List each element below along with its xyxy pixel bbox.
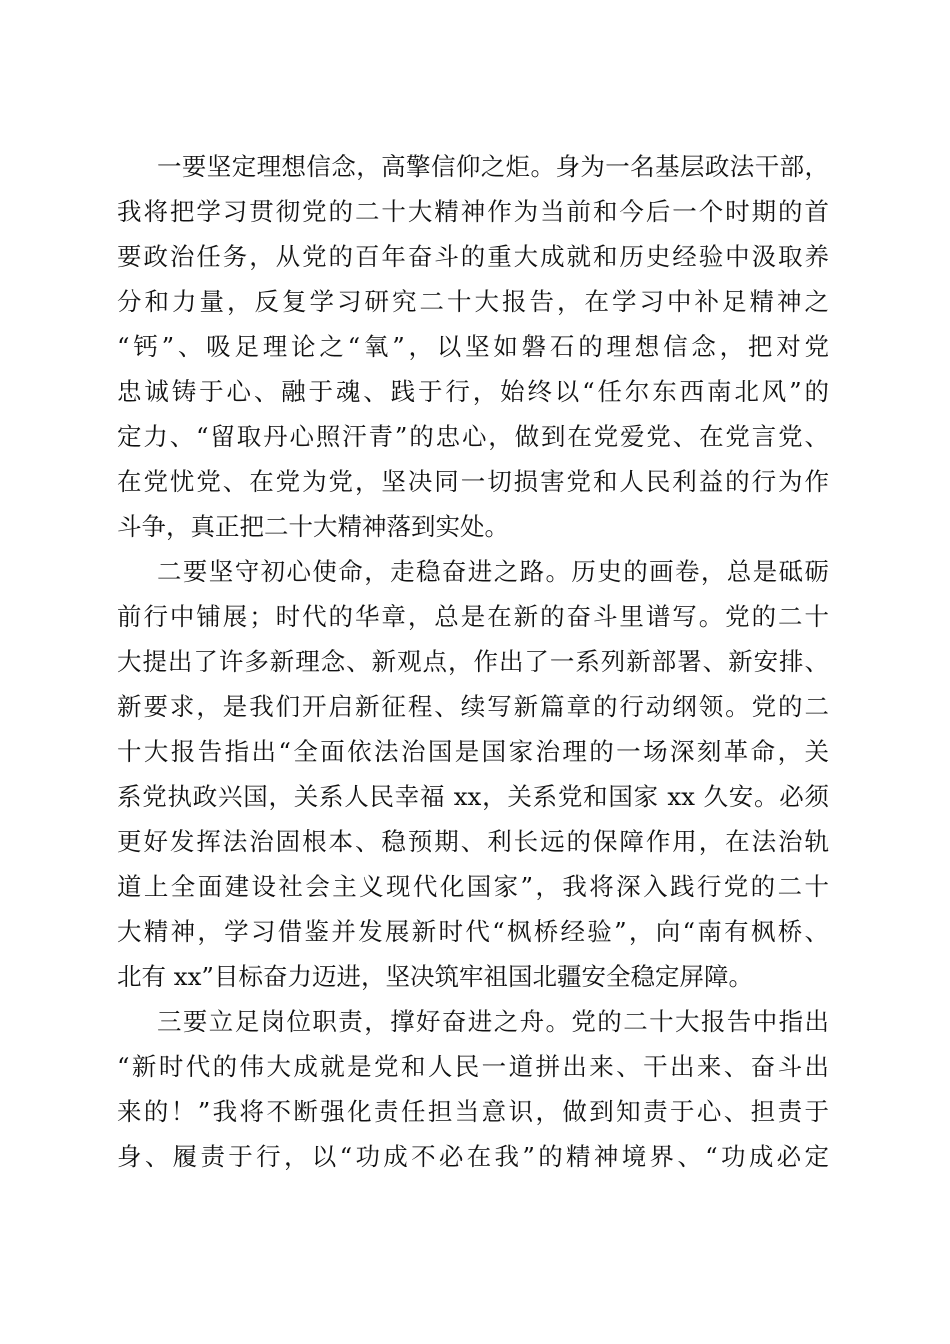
paragraph-1-line-1: 一要坚定理想信念，高擎信仰之炬。身为一名基层政法干部， bbox=[157, 152, 829, 181]
paragraph-3-line-2: “新时代的伟大成就是党和人民一道拼出来、干出来、奋斗出 bbox=[117, 1052, 829, 1081]
paragraph-2-line-1: 二要坚守初心使命，走稳奋进之路。历史的画卷，总是砥砺 bbox=[157, 557, 829, 586]
paragraph-2-line-4: 新要求，是我们开启新征程、续写新篇章的行动纲领。党的二 bbox=[117, 692, 829, 721]
paragraph-2-line-5: 十大报告指出“全面依法治国是国家治理的一场深刻革命，关 bbox=[117, 737, 829, 766]
paragraph-1-line-4: 分和力量，反复学习研究二十大报告，在学习中补足精神之 bbox=[117, 287, 829, 316]
paragraph-1-line-8: 在党忧党、在党为党，坚决同一切损害党和人民利益的行为作 bbox=[117, 467, 829, 496]
paragraph-2-line-7: 更好发挥法治固根本、稳预期、利长远的保障作用，在法治轨 bbox=[117, 827, 829, 856]
paragraph-2-line-3: 大提出了许多新理念、新观点，作出了一系列新部署、新安排、 bbox=[117, 647, 829, 676]
paragraph-1-line-6: 忠诚铸于心、融于魂、践于行，始终以“任尔东西南北风”的 bbox=[117, 377, 829, 406]
paragraph-2-line-6: 系党执政兴国，关系人民幸福 xx，关系党和国家 xx 久安。必须 bbox=[117, 782, 829, 811]
paragraph-3-line-1: 三要立足岗位职责，撑好奋进之舟。党的二十大报告中指出 bbox=[157, 1007, 829, 1036]
paragraph-2-line-8: 道上全面建设社会主义现代化国家”，我将深入践行党的二十 bbox=[117, 872, 829, 901]
paragraph-2-line-2: 前行中铺展；时代的华章，总是在新的奋斗里谱写。党的二十 bbox=[117, 602, 829, 631]
paragraph-1-line-3: 要政治任务，从党的百年奋斗的重大成就和历史经验中汲取养 bbox=[117, 242, 829, 271]
paragraph-1-line-7: 定力、“留取丹心照汗青”的忠心，做到在党爱党、在党言党、 bbox=[117, 422, 829, 451]
paragraph-1-line-9: 斗争，真正把二十大精神落到实处。 bbox=[117, 512, 509, 541]
paragraph-3-line-3: 来的！”我将不断强化责任担当意识，做到知责于心、担责于 bbox=[117, 1097, 829, 1126]
paragraph-3-line-4: 身、履责于行，以“功成不必在我”的精神境界、“功成必定 bbox=[117, 1142, 829, 1171]
paragraph-2-line-9: 大精神，学习借鉴并发展新时代“枫桥经验”，向“南有枫桥、 bbox=[117, 917, 829, 946]
paragraph-2-line-10: 北有 xx”目标奋力迈进，坚决筑牢祖国北疆安全稳定屏障。 bbox=[117, 962, 753, 991]
paragraph-1-line-5: “钙”、吸足理论之“氧”，以坚如磐石的理想信念，把对党 bbox=[117, 332, 829, 361]
paragraph-1-line-2: 我将把学习贯彻党的二十大精神作为当前和今后一个时期的首 bbox=[117, 197, 829, 226]
